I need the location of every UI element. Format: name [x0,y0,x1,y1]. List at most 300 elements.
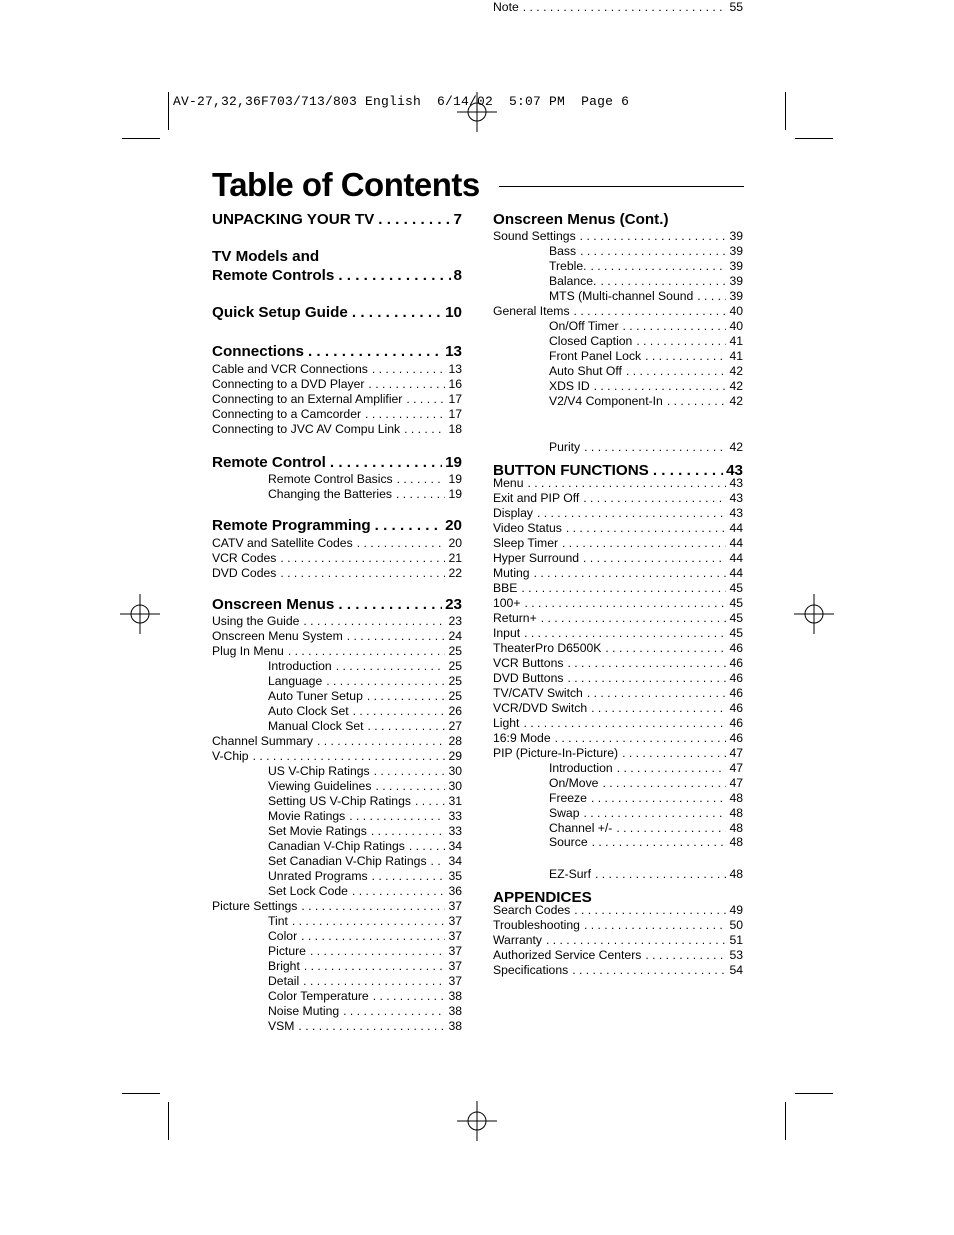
dot-leader [349,809,445,824]
toc-entry-page: 23 [448,614,462,628]
dot-leader [292,914,446,929]
toc-entry-page: 41 [729,334,743,348]
crop-mark [785,92,786,130]
toc-entry-page: 50 [729,918,743,932]
toc-entry [268,809,462,824]
toc-entry-page: 53 [729,948,743,962]
dot-leader [368,377,445,392]
toc-entry [493,641,743,656]
dot-leader [591,791,727,806]
toc-entry-page: 42 [729,440,743,454]
toc-entry-label: Remote Control Basics [268,472,393,486]
toc-entry [549,244,743,259]
dot-leader [566,521,727,536]
toc-entry [493,521,743,536]
toc-entry [268,839,462,854]
dot-leader [308,342,442,362]
dot-leader [697,289,726,304]
dot-leader [396,487,445,502]
dot-leader [667,394,727,409]
print-slug: AV-27,32,36F703/713/803 English 6/14/02 5:07 PM Page 6 [173,94,630,109]
dot-leader [636,334,726,349]
toc-entry-page: 13 [448,362,462,376]
toc-entry-page: 38 [448,1019,462,1033]
toc-entry-page: 46 [729,731,743,745]
dot-leader [298,1019,445,1034]
toc-entry-page: 46 [729,641,743,655]
toc-entry-page: 16 [448,377,462,391]
toc-entry-page: 30 [448,764,462,778]
toc-entry-page: 47 [729,746,743,760]
toc-entry-page: 40 [729,304,743,318]
toc-entry-page: 39 [729,274,743,288]
toc-entry-label: Onscreen Menus [212,596,335,613]
dot-leader [406,392,445,407]
toc-entry [268,914,462,929]
dot-leader [595,867,726,882]
toc-entry-label: Onscreen Menus (Cont.) [493,211,669,228]
toc-entry-label: Connecting to JVC AV Compu Link [212,422,401,436]
dot-leader [600,274,726,289]
toc-entry [268,989,462,1004]
dot-leader [280,551,445,566]
dot-leader [372,869,446,884]
dot-leader [616,821,726,836]
toc-entry [268,472,462,487]
toc-entry-page: 47 [729,776,743,790]
toc-entry [549,776,743,791]
toc-entry-page: 43 [729,491,743,505]
toc-entry-page: 37 [448,974,462,988]
toc-entry [268,487,462,502]
dot-leader [373,989,446,1004]
toc-entry [549,349,743,364]
dot-leader [645,948,726,963]
toc-entry-label: Setting US V-Chip Ratings [268,794,411,808]
toc-entry-page: 48 [729,821,743,835]
toc-entry [493,304,743,319]
toc-entry [212,595,462,615]
dot-leader [524,626,726,641]
toc-entry [268,794,462,809]
toc-entry [493,491,743,506]
toc-entry-label: Viewing Guidelines [268,779,372,793]
toc-entry [212,566,462,581]
dot-leader [591,701,726,716]
toc-entry [212,422,462,437]
toc-entry-page: 47 [729,761,743,775]
toc-entry-label: Channel +/- [549,821,613,835]
toc-entry [493,551,743,566]
toc-entry-page: 44 [729,521,743,535]
toc-entry-label: Light [493,716,520,730]
toc-entry-page: 25 [448,659,462,673]
registration-mark-icon [120,594,160,634]
toc-entry-label: Changing the Batteries [268,487,392,501]
dot-leader [288,644,446,659]
dot-leader [397,472,446,487]
toc-entry [549,791,743,806]
toc-entry-label: TV Models and [212,248,320,265]
toc-entry [493,229,743,244]
toc-entry-page: 18 [448,422,462,436]
dot-leader [317,734,446,749]
dot-leader [352,884,445,899]
toc-entry [268,854,462,869]
toc-entry-label: Hyper Surround [493,551,580,565]
toc-entry-page: 38 [448,989,462,1003]
toc-entry [493,596,743,611]
toc-entry [493,506,743,521]
dot-leader [523,716,726,731]
dot-leader [562,536,726,551]
dot-leader [343,1004,445,1019]
toc-entry [493,731,743,746]
toc-entry-label: BBE [493,581,518,595]
toc-entry [549,835,743,850]
toc-entry-label: PIP (Picture-In-Picture) [493,746,619,760]
toc-entry [212,210,462,230]
toc-entry-label: Plug In Menu [212,644,284,658]
toc-entry [268,704,462,719]
toc-entry-label: VCR/DVD Switch [493,701,588,715]
toc-entry-page: 55 [729,0,743,14]
dot-leader [367,689,446,704]
toc-entry-label: Authorized Service Centers [493,948,642,962]
toc-entry-label: Introduction [549,761,613,775]
dot-leader [537,506,726,521]
toc-entry [212,899,462,914]
toc-entry [549,440,743,455]
toc-entry-page: 34 [448,854,462,868]
toc-entry-label: Treble. [549,259,587,273]
toc-entry [212,407,462,422]
toc-entry [549,806,743,821]
dot-leader [374,764,446,779]
toc-entry [493,0,743,15]
dot-leader [338,266,450,286]
toc-entry-page: 48 [729,806,743,820]
dot-leader [584,440,726,455]
toc-entry-page: 21 [448,551,462,565]
dot-leader [572,963,726,978]
dot-leader [347,629,446,644]
dot-leader [583,491,726,506]
toc-entry [493,948,743,963]
toc-entry-label: Movie Ratings [268,809,346,823]
dot-leader [594,379,727,394]
toc-entry-label: 100+ [493,596,521,610]
toc-entry-label: Canadian V-Chip Ratings [268,839,405,853]
title-rule [499,186,744,187]
crop-mark [795,138,833,139]
dot-leader [584,806,727,821]
toc-entry-label: Closed Caption [549,334,633,348]
dot-leader [253,749,446,764]
toc-entry-label: 16:9 Mode [493,731,551,745]
toc-entry [493,746,743,761]
toc-entry-label: Muting [493,566,530,580]
dot-leader [301,899,445,914]
toc-entry-label: XDS ID [549,379,590,393]
crop-mark [168,1102,169,1140]
toc-entry [493,611,743,626]
toc-entry [268,974,462,989]
toc-entry-page: 40 [729,319,743,333]
toc-entry-page: 28 [448,734,462,748]
toc-entry-page: 30 [448,779,462,793]
toc-entry [549,867,743,882]
toc-entry-page: 19 [448,472,462,486]
crop-mark [122,138,160,139]
toc-entry-page: 31 [448,794,462,808]
toc-entry [549,821,743,836]
toc-entry-label: Color [268,929,298,943]
crop-mark [122,1093,160,1094]
toc-entry-label: Sound Settings [493,229,576,243]
toc-entry [493,671,743,686]
toc-entry-page: 24 [448,629,462,643]
toc-entry-label: US V-Chip Ratings [268,764,370,778]
dot-leader [330,453,442,473]
toc-entry [268,944,462,959]
toc-entry-label: Return+ [493,611,537,625]
dot-leader [431,854,446,869]
toc-entry-page: 51 [729,933,743,947]
toc-entry-label: APPENDICES [493,889,592,906]
toc-entry-page: 41 [729,349,743,363]
toc-entry [493,963,743,978]
toc-entry [493,581,743,596]
toc-entry-label: EZ-Surf [549,867,591,881]
toc-entry [212,377,462,392]
toc-entry-label: Connecting to a DVD Player [212,377,365,391]
dot-leader [645,349,726,364]
toc-entry-page: 39 [729,289,743,303]
toc-entry-page: 42 [729,379,743,393]
toc-entry-label: On/Off Timer [549,319,619,333]
dot-leader [617,761,727,776]
toc-entry-label: Warranty [493,933,542,947]
dot-leader [626,364,726,379]
toc-entry-label: General Items [493,304,570,318]
toc-entry-label: Bass [549,244,577,258]
toc-entry-label: Channel Summary [212,734,313,748]
toc-entry [212,247,462,267]
toc-entry-page: 39 [729,229,743,243]
toc-entry-label: Language [268,674,323,688]
toc-entry-page: 43 [729,506,743,520]
toc-entry-page: 45 [729,626,743,640]
toc-entry [268,659,462,674]
dot-leader [326,674,445,689]
toc-entry-page: 37 [448,959,462,973]
dot-leader [523,0,727,15]
toc-entry [268,869,462,884]
dot-leader [528,476,727,491]
toc-entry-page: 49 [729,903,743,917]
toc-entry-page: 37 [448,899,462,913]
toc-entry-page: 54 [729,963,743,977]
toc-entry [493,918,743,933]
dot-leader [280,566,445,581]
toc-entry-page: 43 [726,462,743,479]
toc-entry-label: Balance. [549,274,597,288]
page-title: Table of Contents [212,166,480,203]
toc-entry-label: Set Canadian V-Chip Ratings [268,854,427,868]
crop-mark [795,1093,833,1094]
toc-entry [493,210,743,230]
toc-entry-label: Front Panel Lock [549,349,642,363]
toc-entry-label: Auto Shut Off [549,364,622,378]
dot-leader [574,903,726,918]
toc-entry-label: CATV and Satellite Codes [212,536,353,550]
toc-entry-page: 25 [448,674,462,688]
dot-leader [524,596,726,611]
toc-entry-label: VSM [268,1019,295,1033]
toc-entry-label: Input [493,626,521,640]
toc-entry [212,342,462,362]
toc-entry-label: Noise Muting [268,1004,340,1018]
toc-entry-label: Purity [549,440,581,454]
dot-leader [404,422,445,437]
toc-entry-label: UNPACKING YOUR TV [212,211,375,228]
toc-entry-page: 44 [729,551,743,565]
dot-leader [541,611,727,626]
dot-leader [602,776,726,791]
dot-leader [372,362,446,377]
toc-entry-label: Source [549,835,588,849]
dot-leader [567,671,726,686]
toc-entry-page: 39 [729,244,743,258]
toc-entry [549,274,743,289]
dot-leader [338,595,442,615]
toc-entry [493,536,743,551]
toc-entry-page: 37 [448,929,462,943]
toc-entry [268,1019,462,1034]
toc-entry-label: Using the Guide [212,614,300,628]
toc-entry-page: 45 [729,596,743,610]
toc-entry [212,644,462,659]
toc-entry-page: 20 [445,517,462,534]
toc-entry-label: V2/V4 Component-In [549,394,663,408]
toc-entry [212,749,462,764]
toc-entry-page: 35 [448,869,462,883]
toc-entry [549,319,743,334]
toc-entry [268,674,462,689]
toc-entry-label: Set Lock Code [268,884,348,898]
toc-entry-page: 20 [448,536,462,550]
toc-entry [493,716,743,731]
registration-mark-icon [794,594,834,634]
dot-leader [409,839,446,854]
toc-entry [549,761,743,776]
toc-entry-label: TheaterPro D6500K [493,641,602,655]
toc-entry-label: MTS (Multi-channel Sound [549,289,694,303]
toc-entry-label: Remote Control [212,454,326,471]
toc-entry-page: 13 [445,343,462,360]
toc-entry-page: 48 [729,791,743,805]
toc-entry-page: 33 [448,809,462,823]
toc-entry [549,259,743,274]
toc-entry [549,364,743,379]
registration-mark-icon [457,1101,497,1141]
toc-entry [268,779,462,794]
toc-entry-label: Connecting to a Camcorder [212,407,362,421]
toc-entry-label: Exit and PIP Off [493,491,580,505]
toc-entry [212,392,462,407]
dot-leader [546,933,726,948]
toc-entry [212,629,462,644]
toc-entry-label: Connecting to an External Amplifier [212,392,403,406]
toc-entry [549,334,743,349]
toc-entry-label: Video Status [493,521,562,535]
toc-entry [268,764,462,779]
toc-entry-label: Quick Setup Guide [212,304,348,321]
toc-entry-label: Tint [268,914,288,928]
toc-entry [268,1004,462,1019]
toc-entry-label: DVD Buttons [493,671,564,685]
toc-entry-page: 19 [445,454,462,471]
toc-entry-label: Picture Settings [212,899,298,913]
crop-mark [168,92,169,130]
toc-entry-label: Specifications [493,963,569,977]
dot-leader [567,656,726,671]
toc-entry [549,289,743,304]
dot-leader [590,259,726,274]
toc-entry-label: Manual Clock Set [268,719,364,733]
toc-entry-label: Introduction [268,659,332,673]
toc-entry [493,626,743,641]
toc-entry-page: 27 [448,719,462,733]
dot-leader [368,719,446,734]
toc-entry-label: Color Temperature [268,989,369,1003]
toc-entry-page: 37 [448,944,462,958]
toc-entry [268,824,462,839]
toc-entry-label: DVD Codes [212,566,277,580]
toc-entry-page: 25 [448,644,462,658]
toc-entry [212,516,462,536]
toc-entry-page: 8 [453,267,462,284]
dot-leader [304,959,446,974]
toc-entry-page: 37 [448,914,462,928]
toc-entry-page: 26 [448,704,462,718]
dot-leader [587,686,727,701]
toc-entry-label: Onscreen Menu System [212,629,343,643]
dot-leader [584,918,726,933]
toc-entry-page: 46 [729,701,743,715]
toc-entry-page: 25 [448,689,462,703]
toc-entry-page: 43 [729,476,743,490]
toc-entry-page: 19 [448,487,462,501]
toc-entry [493,701,743,716]
dot-leader [301,929,445,944]
toc-entry-label: Sleep Timer [493,536,559,550]
toc-entry-label: Auto Clock Set [268,704,349,718]
toc-entry-label: BUTTON FUNCTIONS [493,462,649,479]
toc-entry-label: Detail [268,974,300,988]
toc-entry [493,476,743,491]
toc-entry [212,734,462,749]
toc-entry-page: 46 [729,671,743,685]
toc-entry-page: 48 [729,867,743,881]
dot-leader [310,944,446,959]
toc-entry-label: Cable and VCR Connections [212,362,368,376]
toc-entry [493,656,743,671]
toc-entry-page: 44 [729,536,743,550]
toc-entry-page: 36 [448,884,462,898]
toc-entry [493,566,743,581]
